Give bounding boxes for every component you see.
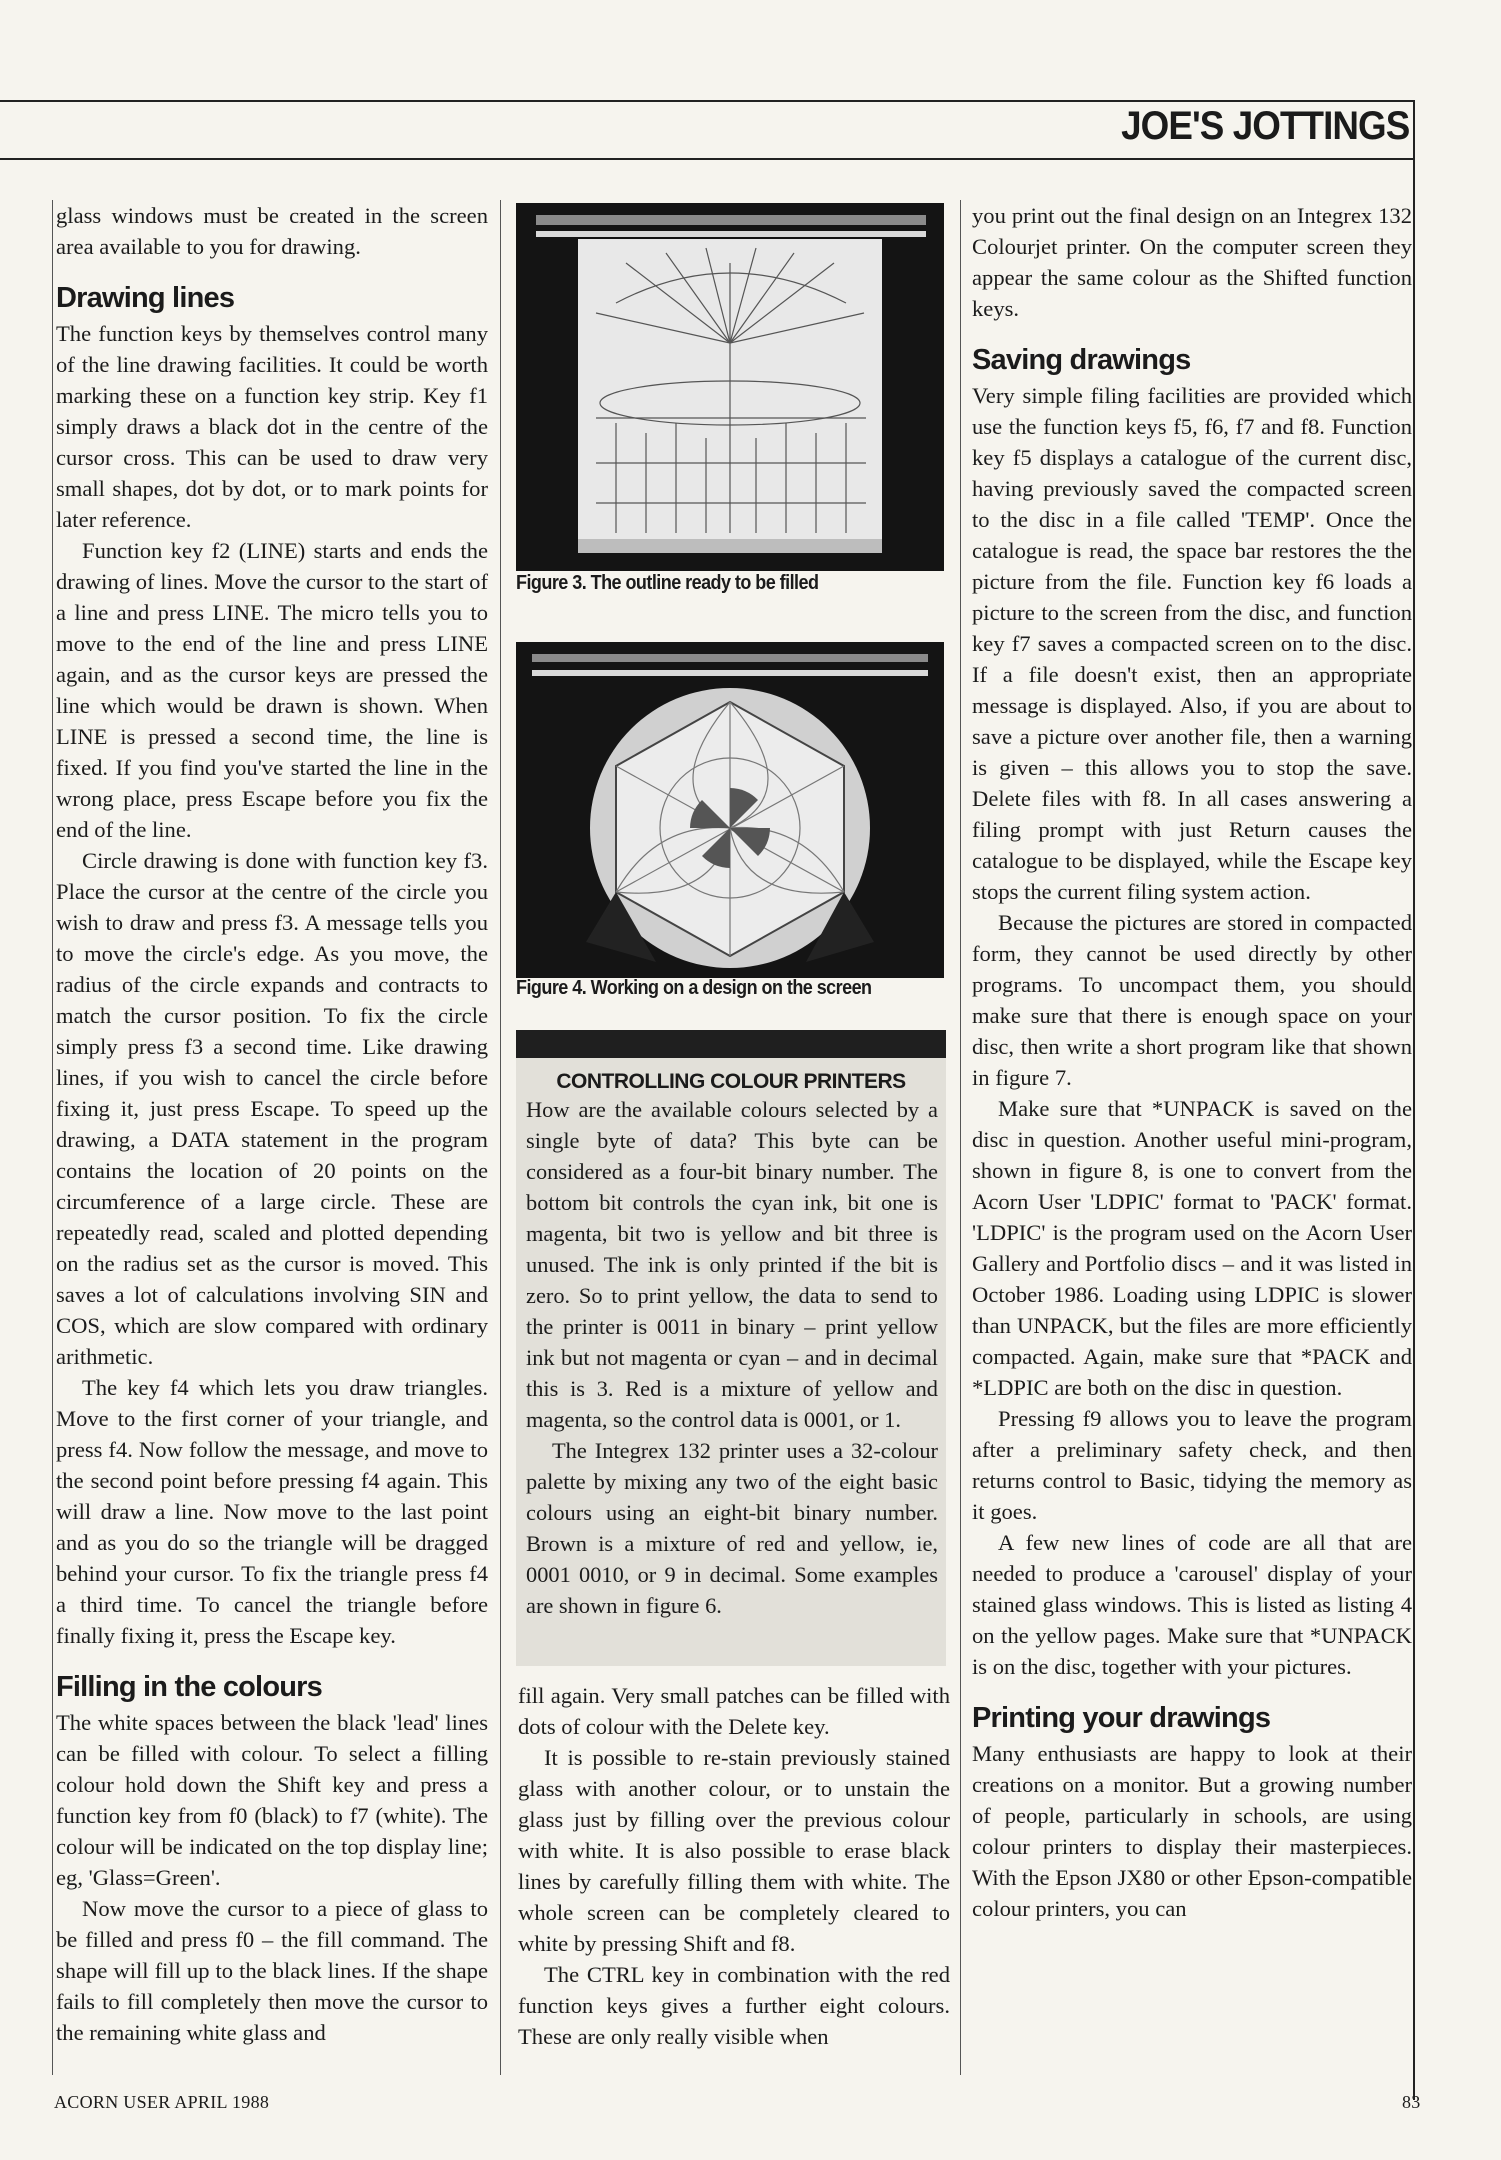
- col1-paragraph: The function keys by themselves control many of the line drawing facilities. It could be worth marking these on a function key strip. Key f1 simply draws a black dot in the centre of the cursor cross. This can be used to draw very small shapes, dot by dot, or to mark points for later reference.: [56, 321, 488, 532]
- figure-4-drawing: [516, 642, 944, 978]
- col2-paragraph: fill again. Very small patches can be filled with dots of colour with the Delete key.: [518, 1683, 950, 1739]
- col1-intro: glass windows must be created in the screen area available to you for drawing.: [56, 203, 488, 259]
- sidebar-paragraph: How are the available colours selected by a single byte of data? This byte can be considered as a four-bit binary number. The bottom bit controls the cyan ink, bit one is magenta, bit two is yellow and bit three is unused. The ink is only printed if the bit is zero. So to print yellow, the data to send to the printer is 0011 in binary – print yellow ink but not magenta or cyan – and in decimal this is 3. Red is a mixture of yellow and magenta, so the control data is 0001, or 1.: [526, 1097, 938, 1432]
- figure-4-image: [516, 642, 944, 978]
- col1-paragraph: Circle drawing is done with function key f3. Place the cursor at the centre of the circle you wish to draw and press f3. A message tells you to move the circle's edge. As you move, the radius of the circle expands and contracts to match the cursor position. To fix the circle simply press f3 a second time. Like drawing lines, if you wish to cancel the circle before fixing it, just press Escape. To speed up the drawing, a DATA statement in the program contains the location of 20 points on the circumference of a large circle. These are repeatedly read, scaled and plotted depending on the radius set as the cursor is moved. This saves a lot of calculations involving SIN and COS, which are slow compared with ordinary arithmetic.: [56, 848, 488, 1369]
- col3-paragraph: Pressing f9 allows you to leave the program after a preliminary safety check, and then returns control to Basic, tidying the memory as it goes.: [972, 1406, 1412, 1524]
- col1-paragraph: Now move the cursor to a piece of glass to be filled and press f0 – the fill command. The shape will fill up to the black lines. If the shape fails to fill completely then move the cursor to the remaining white glass and: [56, 1896, 488, 2045]
- column-2-text: [518, 1680, 950, 2052]
- col3-paragraph: A few new lines of code are all that are needed to produce a 'carousel' display of your stained glass windows. This is listed as listing 4 on the yellow pages. Make sure that *UNPACK is on the disc, together with your pictures.: [972, 1530, 1412, 1679]
- footer-page-number: 83: [1402, 2092, 1421, 2112]
- col3-paragraph: Very simple filing facilities are provided which use the function keys f5, f6, f7 and f8. Function key f5 displays a catalogue of the current disc, having previously saved the compacted screen to the disc in a file called 'TEMP'. Once the catalogue is read, the space bar restores the the picture from the file. Function key f6 loads a picture to the screen from the disc, and function key f7 saves a compacted screen on to the disc. If a file doesn't exist, then an appropriate message is displayed. Also, if you are about to save a picture over another file, then a warning is given – this allows you to stop the save. Delete files with f8. In all cases answering a filing prompt with just Return causes the catalogue to be displayed, while the Escape key stops the current filing system action.: [972, 383, 1412, 904]
- figure-4-caption: Figure 4. Working on a design on the screen: [516, 977, 872, 999]
- section-title: JOE'S JOTTINGS: [1120, 104, 1409, 148]
- col1-paragraph: The white spaces between the black 'lead' lines can be filled with colour. To select a filling colour hold down the Shift key and press a function key from f0 (black) to f7 (white). The colour will be indicated on the top display line; eg, 'Glass=Green'.: [56, 1710, 488, 1890]
- sidebar-paragraph: The Integrex 132 printer uses a 32-colour palette by mixing any two of the eight basic colours using an eight-bit binary number. Brown is a mixture of red and yellow, ie, 0001 0010, or 9 in decimal. Some examples are shown in figure 6.: [526, 1438, 938, 1618]
- column-divider-1: [500, 200, 501, 2075]
- col2-paragraph: It is possible to re-stain previously stained glass with another colour, or to unstain the glass just by filling over the previous colour with white. It is also possible to erase black lines by carefully filling them with white. The whole screen can be completely cleared to white by pressing Shift and f8.: [518, 1745, 950, 1956]
- heading-drawing-lines: Drawing lines: [56, 282, 235, 314]
- header-underline: [0, 158, 1415, 160]
- column-1: [56, 200, 488, 2048]
- heading-filling-colours: Filling in the colours: [56, 1671, 322, 1703]
- column-divider-2: [960, 200, 961, 2075]
- footer-magazine-date: ACORN USER APRIL 1988: [54, 2092, 270, 2112]
- sidebar-body: [516, 1094, 946, 1621]
- sidebar-box: [516, 1030, 946, 1666]
- top-rule: [0, 100, 1415, 102]
- sidebar-title-bar: [516, 1030, 946, 1058]
- col3-intro: you print out the final design on an Integrex 132 Colourjet printer. On the computer screen they appear the same colour as the Shifted function keys.: [972, 203, 1412, 321]
- column1-left-rule: [52, 200, 53, 2075]
- col3-paragraph: Make sure that *UNPACK is saved on the disc in question. Another useful mini-program, shown in figure 8, is one to convert from the Acorn User 'LDPIC' format to 'PACK' format. 'LDPIC' is the program used on the Acorn User Gallery and Portfolio discs – and it was listed in October 1986. Loading using LDPIC is slower than UNPACK, but the files are more efficiently compacted. Again, make sure that *PACK and *LDPIC are both on the disc in question.: [972, 1096, 1412, 1400]
- col3-paragraph: Many enthusiasts are happy to look at their creations on a monitor. But a growing number of people, particularly in schools, are using colour printers to display their masterpieces. With the Epson JX80 or other Epson-compatible colour printers, you can: [972, 1741, 1412, 1921]
- column-3: [972, 200, 1412, 1924]
- col1-paragraph: Function key f2 (LINE) starts and ends the drawing of lines. Move the cursor to the start of a line and press LINE. The micro tells you to move to the end of the line and press LINE again, and as the cursor keys are pressed the line which would be drawn is shown. When LINE is pressed a second time, the line is fixed. If you find you've started the line in the wrong place, press Escape before you fix the end of the line.: [56, 538, 488, 842]
- figure-3-caption: Figure 3. The outline ready to be filled: [516, 572, 819, 594]
- col2-paragraph: The CTRL key in combination with the red function keys gives a further eight colours. These are only really visible when: [518, 1962, 950, 2049]
- figure-3-image: [516, 203, 944, 571]
- col1-paragraph: The key f4 which lets you draw triangles. Move to the first corner of your triangle, and press f4. Now follow the message, and move to the second point before pressing f4 again. This will draw a line. Now move to the last point and as you do so the triangle will be dragged behind your cursor. To fix the triangle press f4 a third time. To cancel the triangle before finally fixing it, press the Escape key.: [56, 1375, 488, 1648]
- figure-3-drawing: [516, 203, 944, 571]
- sidebar-title: CONTROLLING COLOUR PRINTERS: [556, 1070, 906, 1093]
- header-vertical-rule: [1413, 100, 1415, 2100]
- heading-saving-drawings: Saving drawings: [972, 344, 1191, 376]
- heading-printing-drawings: Printing your drawings: [972, 1702, 1271, 1734]
- col3-paragraph: Because the pictures are stored in compacted form, they cannot be used directly by other programs. To uncompact them, you should make sure that there is enough space on your disc, then write a short program like that shown in figure 7.: [972, 910, 1412, 1090]
